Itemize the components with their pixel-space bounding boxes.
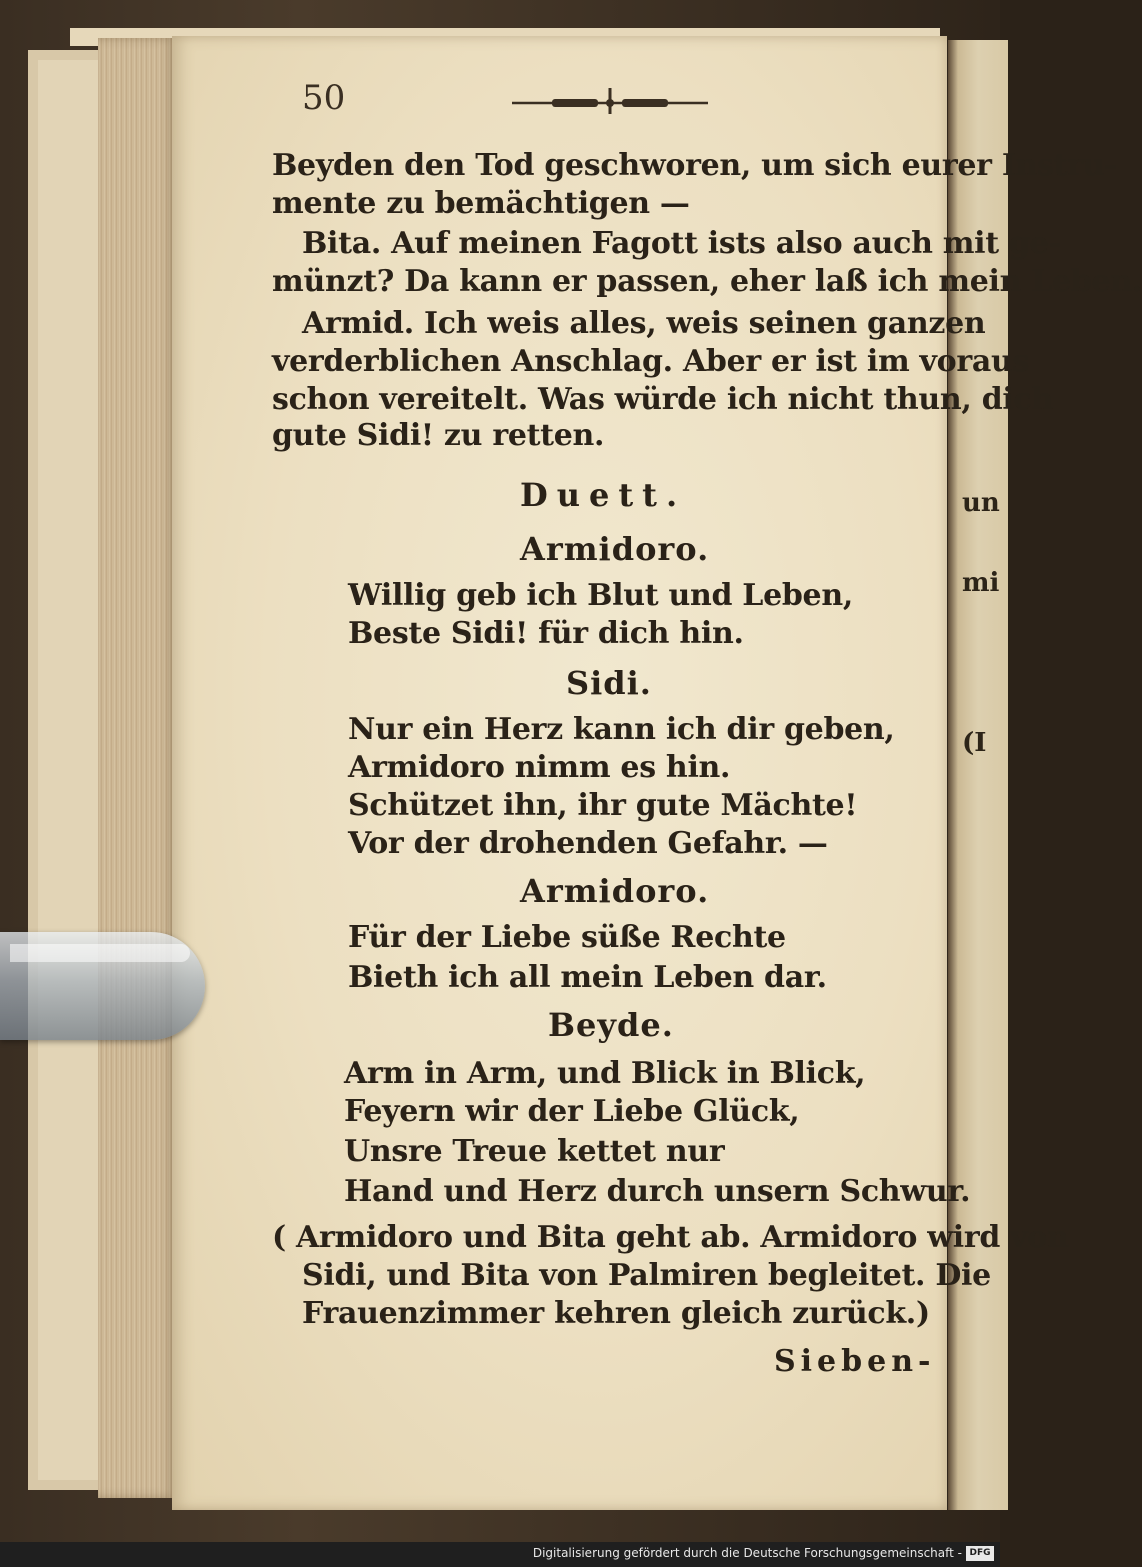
- prose-line: gute Sidi! zu retten.: [272, 418, 605, 453]
- verse-line: Bieth ich all mein Leben dar.: [348, 960, 827, 995]
- header-ornament-icon: [512, 86, 708, 116]
- verse-line: Feyern wir der Liebe Glück,: [344, 1094, 800, 1129]
- verse-line: Arm in Arm, und Blick in Blick,: [344, 1056, 866, 1091]
- stage-direction-line: ( Armidoro und Bita geht ab. Armidoro wird von: [272, 1220, 1069, 1255]
- right-page-fragment: un: [962, 488, 1000, 518]
- dfg-logo-icon: DFG: [966, 1546, 994, 1561]
- prose-line: mente zu bemächtigen —: [272, 186, 690, 221]
- page-holder-clip-shine: [10, 944, 190, 962]
- verse-line: Für der Liebe süße Rechte: [348, 920, 786, 955]
- footer-bar: [0, 1542, 1000, 1567]
- verse-line: Armidoro nimm es hin.: [348, 750, 731, 785]
- verse-line: Willig geb ich Blut und Leben,: [348, 578, 853, 613]
- verse-line: Nur ein Herz kann ich dir geben,: [348, 712, 895, 747]
- page-stack-edges: [98, 38, 176, 1498]
- footer-credit: Digitalisierung gefördert durch die Deutsche Forschungsgemeinschaft -: [532, 1546, 962, 1560]
- verse-line: Beste Sidi! für dich hin.: [348, 616, 744, 651]
- prose-line: münzt? Da kann er passen, eher laß ich mein Leben.: [272, 264, 1142, 299]
- verse-line: Schützet ihn, ihr gute Mächte!: [348, 788, 858, 823]
- verse-line: Hand und Herz durch unsern Schwur.: [344, 1174, 971, 1209]
- prose-line: verderblichen Anschlag. Aber er ist im voraus: [272, 344, 1030, 379]
- speaker-name: Beyde.: [548, 1006, 674, 1044]
- right-page-fragment: (I: [962, 728, 987, 758]
- stage-direction-line: Frauenzimmer kehren gleich zurück.): [302, 1296, 930, 1331]
- catchword: Sieben-: [774, 1344, 936, 1379]
- speaker-name: Armidoro.: [520, 530, 710, 568]
- prose-line: Beyden den Tod geschworen, um sich eurer Instru-: [272, 148, 1117, 183]
- page-number: 50: [302, 78, 346, 118]
- stage-direction-line: Sidi, und Bita von Palmiren begleitet. Die: [302, 1258, 991, 1293]
- right-page-fragment: mi: [962, 568, 1000, 598]
- verse-line: Vor der drohenden Gefahr. —: [348, 826, 828, 861]
- speaker-name: Armidoro.: [520, 872, 710, 910]
- duett-heading: Duett.: [520, 476, 687, 514]
- prose-line: schon vereitelt. Was würde ich nicht thun, dich: [272, 382, 1053, 417]
- speaker-name: Sidi.: [566, 664, 652, 702]
- verse-line: Unsre Treue kettet nur: [344, 1134, 725, 1169]
- prose-line: Bita. Auf meinen Fagott ists also auch mit ge-: [302, 226, 1061, 261]
- prose-line: Armid. Ich weis alles, weis seinen ganzen: [302, 306, 986, 341]
